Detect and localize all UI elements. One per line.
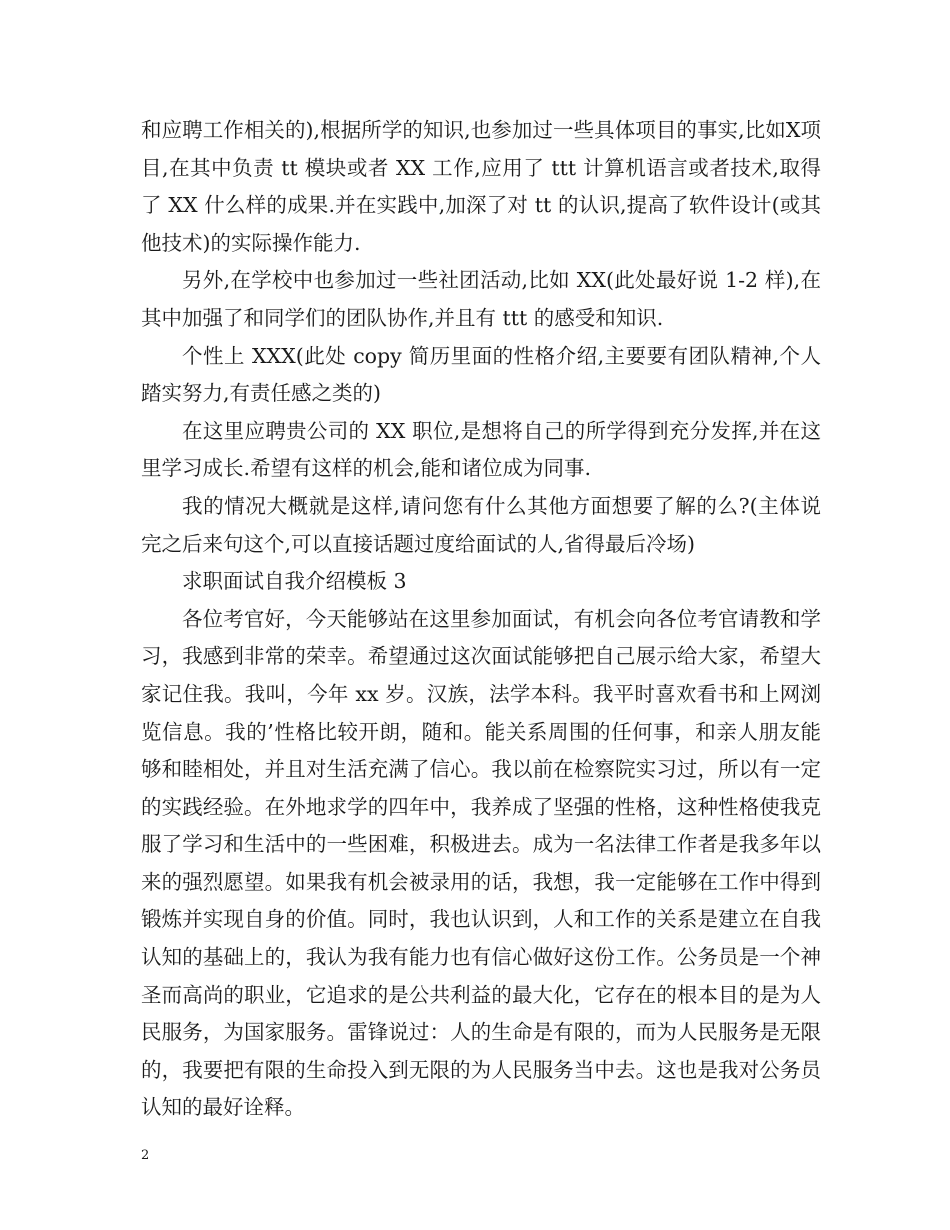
paragraph-personality: 个性上 XXX(此处 copy 简历里面的性格介绍,主要要有团队精神,个人踏实努力,有责任感之类的) [141, 343, 821, 406]
page-body [141, 112, 821, 1127]
section-heading-template-3: 求职面试自我介绍模板 3 [182, 569, 407, 594]
page-number: 2 [141, 1148, 150, 1163]
paragraph-job-motivation: 在这里应聘贵公司的 XX 职位,是想将自己的所学得到充分发挥,并在这里学习成长.希望有这样的机会,能和诸位成为同事. [141, 418, 821, 481]
paragraph-closing-question: 我的情况大概就是这样,请问您有什么其他方面想要了解的么?(主体说完之后来句这个,可以直接话题过度给面试的人,省得最后冷场) [141, 493, 821, 556]
paragraph-club-activities: 另外,在学校中也参加过一些社团活动,比如 XX(此处最好说 1-2 样),在其中加强了和同学们的团队协作,并且有 ttt 的感受和知识. [141, 268, 821, 330]
paragraph-project-experience: 和应聘工作相关的),根据所学的知识,也参加过一些具体项目的事实,比如Ⅹ项目,在其中负责 tt 模块或者 XX 工作,应用了 ttt 计算机语言或者技术,取得了 XX 什么样的成果.并在实践中,加深了对 tt 的认识,提高了软件设计(或其他技术)的实际操作能力. [141, 118, 821, 255]
paragraph-template-3-body: 各位考官好，今天能够站在这里参加面试，有机会向各位考官请教和学习，我感到非常的荣幸。希望通过这次面试能够把自己展示给大家，希望大家记住我。我叫，今年 xx 岁。汉族，法学本科。我平时喜欢看书和上网浏览信息。我的’性格比较开朗，随和。能关系周围的任何事，和亲人朋友能够和睦相处，并且对生活充满了信心。我以前在检察院实习过，所以有一定的实践经验。在外地求学的四年中，我养成了坚强的性格，这种性格使我克服了学习和生活中的一些困难，积极进去。成为一名法律工作者是我多年以来的强烈愿望。如果我有机会被录用的话，我想，我一定能够在工作中得到锻炼并实现自身的价值。同时，我也认识到，人和工作的关系是建立在自我认知的基础上的，我认为我有能力也有信心做好这份工作。公务员是一个神圣而高尚的职业，它追求的是公共利益的最大化，它存在的根本目的是为人民服务，为国家服务。雷锋说过：人的生命是有限的，而为人民服务是无限的，我要把有限的生命投入到无限的为人民服务当中去。这也是我对公务员认知的最好诠释。 [141, 606, 821, 1120]
